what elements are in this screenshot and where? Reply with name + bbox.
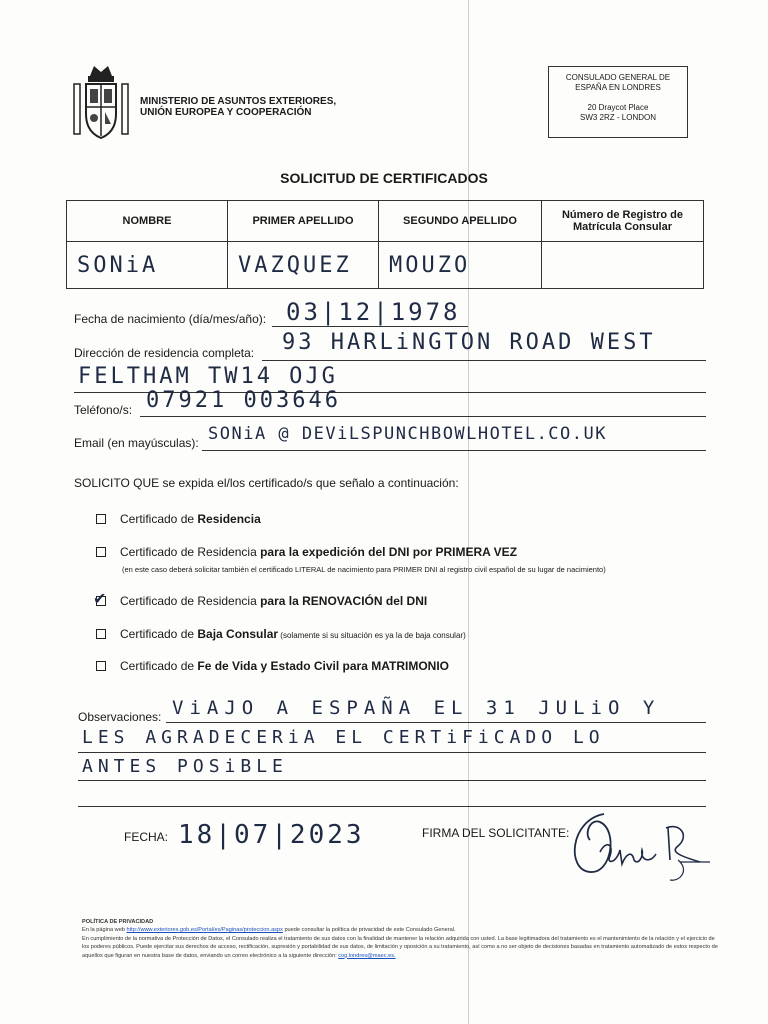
option-baja-consular[interactable]: Certificado de Baja Consular (solamente si su situación es ya la de baja consular) <box>96 627 466 641</box>
address-line-1 <box>262 360 706 361</box>
signature-label: FIRMA DEL SOLICITANTE: <box>422 826 570 840</box>
checkbox[interactable] <box>96 514 106 524</box>
paper-fold-line <box>468 0 469 1024</box>
address-value-2[interactable]: FELTHAM TW14 OJG <box>78 364 338 389</box>
privacy-body: En cumplimiento de la normativa de Protección de Datos, el Consulado realiza el tratamiento de sus datos con la finalidad de mantener la relación adquirida con usted. La base legitimadora del tratamiento es el mantenimiento de la relación y el ejercicio de los poderes públicos. Puede ejercitar sus derechos de acceso, rectificación, supresión y portabilidad de sus datos, de limitación y oposición a su tratamiento, así como a no ser objeto de decisiones basadas en tratamiento automatizado de estos respecto de aquellos que figuran en nuestra base de datos, enviando un correo electrónico a la siguiente dirección: cog.londres@maec.es. <box>82 935 718 959</box>
observations-value-1[interactable]: ViAJO A ESPAÑA EL 31 JULiO Y <box>172 697 661 719</box>
birth-label: Fecha de nacimiento (día/mes/año): <box>74 312 267 326</box>
consulate-line: CONSULADO GENERAL DE <box>565 73 671 82</box>
option-fe-de-vida[interactable]: Certificado de Fe de Vida y Estado Civil para MATRIMONIO <box>96 659 449 673</box>
address-label: Dirección de residencia completa: <box>74 346 255 360</box>
consulate-line: ESPAÑA EN LONDRES <box>575 83 661 92</box>
observations-label: Observaciones: <box>78 710 162 724</box>
registro-value[interactable] <box>542 242 704 289</box>
birth-value[interactable]: 03|12|1978 <box>286 298 461 326</box>
name-table <box>66 200 704 289</box>
option-note: (en este caso deberá solicitar también el certificado LITERAL de nacimiento para PRIMER DNI al registro civil español de su lugar de nacimiento) <box>122 565 606 574</box>
phone-label: Teléfono/s: <box>74 403 133 417</box>
primer-apellido-value[interactable]: VAZQUEZ <box>228 242 379 289</box>
checkbox[interactable] <box>96 547 106 557</box>
header-registro: Número de Registro de Matrícula Consular <box>542 201 704 242</box>
header-segundo-apellido: SEGUNDO APELLIDO <box>379 201 542 242</box>
privacy-line1: En la página web http://www.exteriores.gob.es/Portal/es/Paginas/proteccion.aspx puede consultar la política de privacidad de este Consulado General. <box>82 927 456 934</box>
checkbox[interactable] <box>96 661 106 671</box>
observations-line-2 <box>78 752 706 753</box>
date-label: FECHA: <box>124 830 169 844</box>
date-value[interactable]: 18|07|2023 <box>178 820 365 850</box>
form-title: SOLICITUD DE CERTIFICADOS <box>280 170 488 186</box>
header-primer-apellido: PRIMER APELLIDO <box>228 201 379 242</box>
email-line <box>202 450 706 451</box>
nombre-value[interactable]: SONiA <box>67 242 228 289</box>
segundo-apellido-value[interactable]: MOUZO <box>379 242 542 289</box>
email-label: Email (en mayúsculas): <box>74 436 199 450</box>
consulate-address-box <box>548 66 688 138</box>
privacy-title: POLÍTICA DE PRIVACIDAD <box>82 919 154 925</box>
privacy-policy <box>82 918 722 960</box>
checkmark-icon: ✔ <box>93 590 107 608</box>
email-value[interactable]: SONiA @ DEViLSPUNCHBOWLHOTEL.CO.UK <box>208 424 607 444</box>
option-dni-renovacion[interactable]: ✔ Certificado de Residencia para la RENOVACIÓN del DNI <box>93 590 428 608</box>
birth-line <box>272 326 468 327</box>
option-residencia[interactable]: Certificado de Residencia <box>96 512 261 526</box>
phone-value[interactable]: 07921 003646 <box>146 388 341 413</box>
option-dni-primera-vez[interactable]: Certificado de Residencia para la expedición del DNI por PRIMERA VEZ <box>96 545 517 559</box>
header-nombre: NOMBRE <box>67 201 228 242</box>
request-intro: SOLICITO QUE se expida el/los certificado/s que señalo a continuación: <box>74 476 459 490</box>
observations-line-1 <box>166 722 706 723</box>
observations-value-3[interactable]: ANTES POSiBLE <box>82 756 288 777</box>
consulate-line: 20 Draycot Place <box>587 103 649 112</box>
ministry-line1: MINISTERIO DE ASUNTOS EXTERIORES, <box>140 96 337 107</box>
address-value-1[interactable]: 93 HARLiNGTON ROAD WEST <box>282 330 656 355</box>
privacy-email-link[interactable]: cog.londres@maec.es. <box>338 952 396 959</box>
observations-line-3 <box>78 780 706 781</box>
consulate-line: SW3 2RZ - LONDON <box>579 113 656 122</box>
observations-value-2[interactable]: LES AGRADECERiA EL CERTiFiCADO LO <box>82 727 605 748</box>
checkbox-checked[interactable] <box>93 590 107 608</box>
privacy-link[interactable]: http://www.exteriores.gob.es/Portal/es/Paginas/proteccion.aspx <box>126 927 283 934</box>
checkbox[interactable] <box>96 629 106 639</box>
signature-image <box>560 800 710 890</box>
ministry-line2: UNIÓN EUROPEA Y COOPERACIÓN <box>140 107 312 118</box>
ministry-heading <box>140 96 400 118</box>
phone-line <box>140 416 706 417</box>
coat-of-arms-icon <box>70 62 132 144</box>
